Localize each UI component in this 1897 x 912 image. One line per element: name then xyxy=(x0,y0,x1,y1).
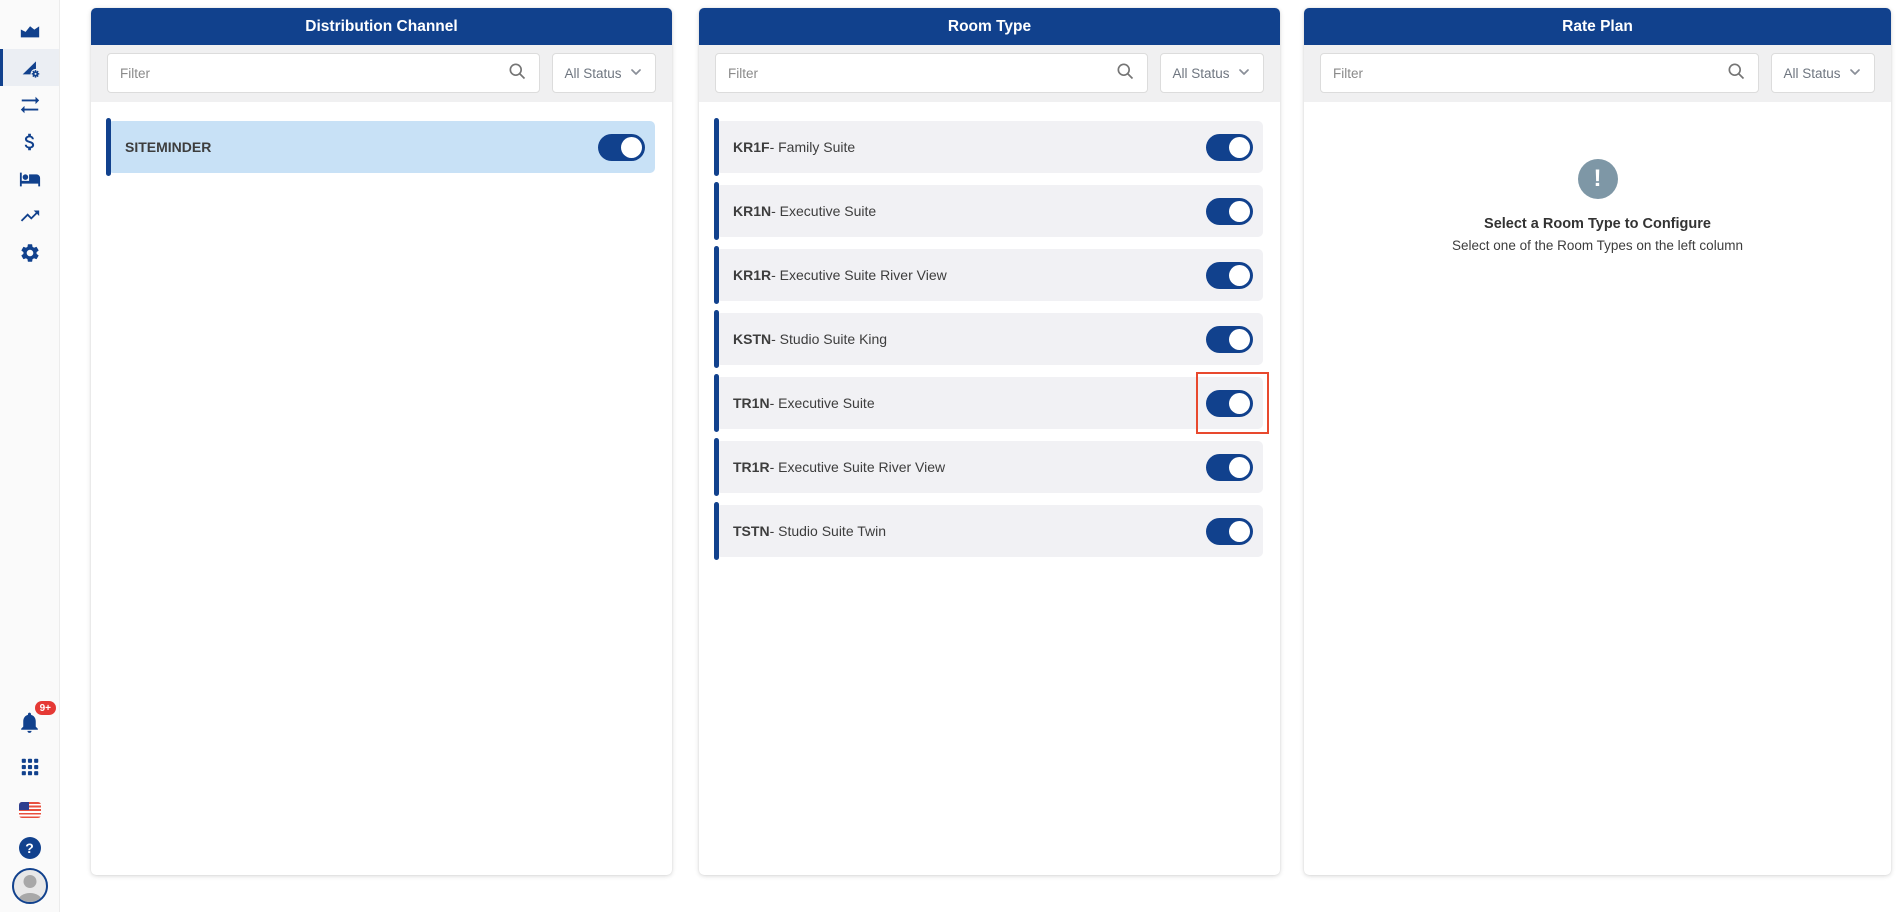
status-filter-dropdown[interactable] xyxy=(552,53,656,93)
panel-title: Room Type xyxy=(699,8,1280,45)
room-label: - Studio Suite Twin xyxy=(769,523,887,539)
trending-up-icon xyxy=(19,205,41,227)
sidebar-item-rooms[interactable] xyxy=(0,160,59,197)
room-toggle[interactable] xyxy=(1206,518,1253,545)
status-filter-label: All Status xyxy=(1172,65,1230,81)
dollar-icon xyxy=(19,131,41,153)
status-filter-dropdown[interactable] xyxy=(1160,53,1264,93)
chevron-down-icon xyxy=(1236,64,1252,83)
room-type-row-kr1f[interactable] xyxy=(716,121,1263,173)
sidebar-bottom xyxy=(0,703,59,912)
room-code: TR1R xyxy=(733,459,770,475)
empty-state-subtitle: Select one of the Room Types on the left column xyxy=(1452,238,1743,253)
room-type-list xyxy=(699,102,1280,875)
filter-input-wrapper xyxy=(715,53,1148,93)
room-toggle[interactable] xyxy=(1206,198,1253,225)
exclamation-icon: ! xyxy=(1578,159,1618,199)
room-label: - Executive Suite xyxy=(769,395,875,411)
help-button[interactable] xyxy=(19,837,41,859)
room-code: KR1F xyxy=(733,139,770,155)
panel-title: Rate Plan xyxy=(1304,8,1891,45)
sidebar-item-dashboard[interactable] xyxy=(0,12,59,49)
sidebar xyxy=(0,0,60,912)
notifications-button[interactable] xyxy=(17,703,51,740)
transfer-arrows-icon xyxy=(19,94,41,116)
apps-button[interactable] xyxy=(19,756,41,783)
notifications-badge: 9+ xyxy=(35,701,56,715)
channel-name: SITEMINDER xyxy=(125,139,212,155)
filter-input-wrapper xyxy=(107,53,540,93)
room-type-row-kstn[interactable] xyxy=(716,313,1263,365)
filter-input[interactable] xyxy=(1333,66,1726,81)
room-toggle[interactable] xyxy=(1206,454,1253,481)
sidebar-nav xyxy=(0,0,59,271)
room-type-row-tr1n[interactable] xyxy=(716,377,1263,429)
channel-row-siteminder[interactable] xyxy=(108,121,655,173)
room-toggle[interactable] xyxy=(1206,262,1253,289)
status-filter-label: All Status xyxy=(564,65,622,81)
sidebar-item-trends[interactable] xyxy=(0,197,59,234)
question-mark-icon: ? xyxy=(25,840,34,856)
empty-state-title: Select a Room Type to Configure xyxy=(1484,216,1711,232)
bed-icon xyxy=(19,168,41,190)
room-type-row-tstn[interactable] xyxy=(716,505,1263,557)
search-icon xyxy=(1726,61,1746,86)
rate-plan-panel xyxy=(1304,8,1891,875)
rate-plan-body xyxy=(1304,102,1891,875)
room-toggle[interactable] xyxy=(1206,326,1253,353)
gear-icon xyxy=(19,242,41,264)
room-code: KSTN xyxy=(733,331,772,347)
room-toggle[interactable] xyxy=(1206,390,1253,417)
area-chart-icon xyxy=(19,20,41,42)
filter-bar xyxy=(1304,45,1891,102)
bell-icon xyxy=(17,722,42,739)
sidebar-item-transfers[interactable] xyxy=(0,86,59,123)
sidebar-item-payments[interactable] xyxy=(0,123,59,160)
sidebar-item-channel-manager[interactable] xyxy=(0,49,59,86)
room-label: - Family Suite xyxy=(769,139,856,155)
search-icon xyxy=(507,61,527,86)
filter-bar xyxy=(699,45,1280,102)
room-code: TR1N xyxy=(733,395,770,411)
room-type-panel xyxy=(699,8,1280,875)
room-code: KR1R xyxy=(733,267,772,283)
panel-title: Distribution Channel xyxy=(91,8,672,45)
filter-bar xyxy=(91,45,672,102)
language-flag-icon[interactable] xyxy=(19,802,41,818)
sidebar-item-settings[interactable] xyxy=(0,234,59,271)
filter-input-wrapper xyxy=(1320,53,1759,93)
channel-list xyxy=(91,102,672,875)
room-label: - Executive Suite River View xyxy=(771,267,947,283)
filter-input[interactable] xyxy=(120,66,507,81)
room-label: - Studio Suite King xyxy=(771,331,888,347)
room-label: - Executive Suite xyxy=(771,203,877,219)
room-toggle[interactable] xyxy=(1206,134,1253,161)
search-icon xyxy=(1115,61,1135,86)
avatar[interactable] xyxy=(12,868,48,904)
room-label: - Executive Suite River View xyxy=(769,459,946,475)
chevron-down-icon xyxy=(628,64,644,83)
channel-toggle[interactable] xyxy=(598,134,645,161)
room-type-row-tr1r[interactable] xyxy=(716,441,1263,493)
status-filter-dropdown[interactable] xyxy=(1771,53,1875,93)
room-type-row-kr1r[interactable] xyxy=(716,249,1263,301)
chevron-down-icon xyxy=(1847,64,1863,83)
rate-plan-empty-state xyxy=(1321,121,1874,253)
status-filter-label: All Status xyxy=(1783,65,1841,81)
room-code: KR1N xyxy=(733,203,772,219)
apps-grid-icon xyxy=(19,765,41,782)
room-code: TSTN xyxy=(733,523,770,539)
channel-gear-icon xyxy=(19,57,41,79)
filter-input[interactable] xyxy=(728,66,1115,81)
distribution-channel-panel xyxy=(91,8,672,875)
room-type-row-kr1n[interactable] xyxy=(716,185,1263,237)
